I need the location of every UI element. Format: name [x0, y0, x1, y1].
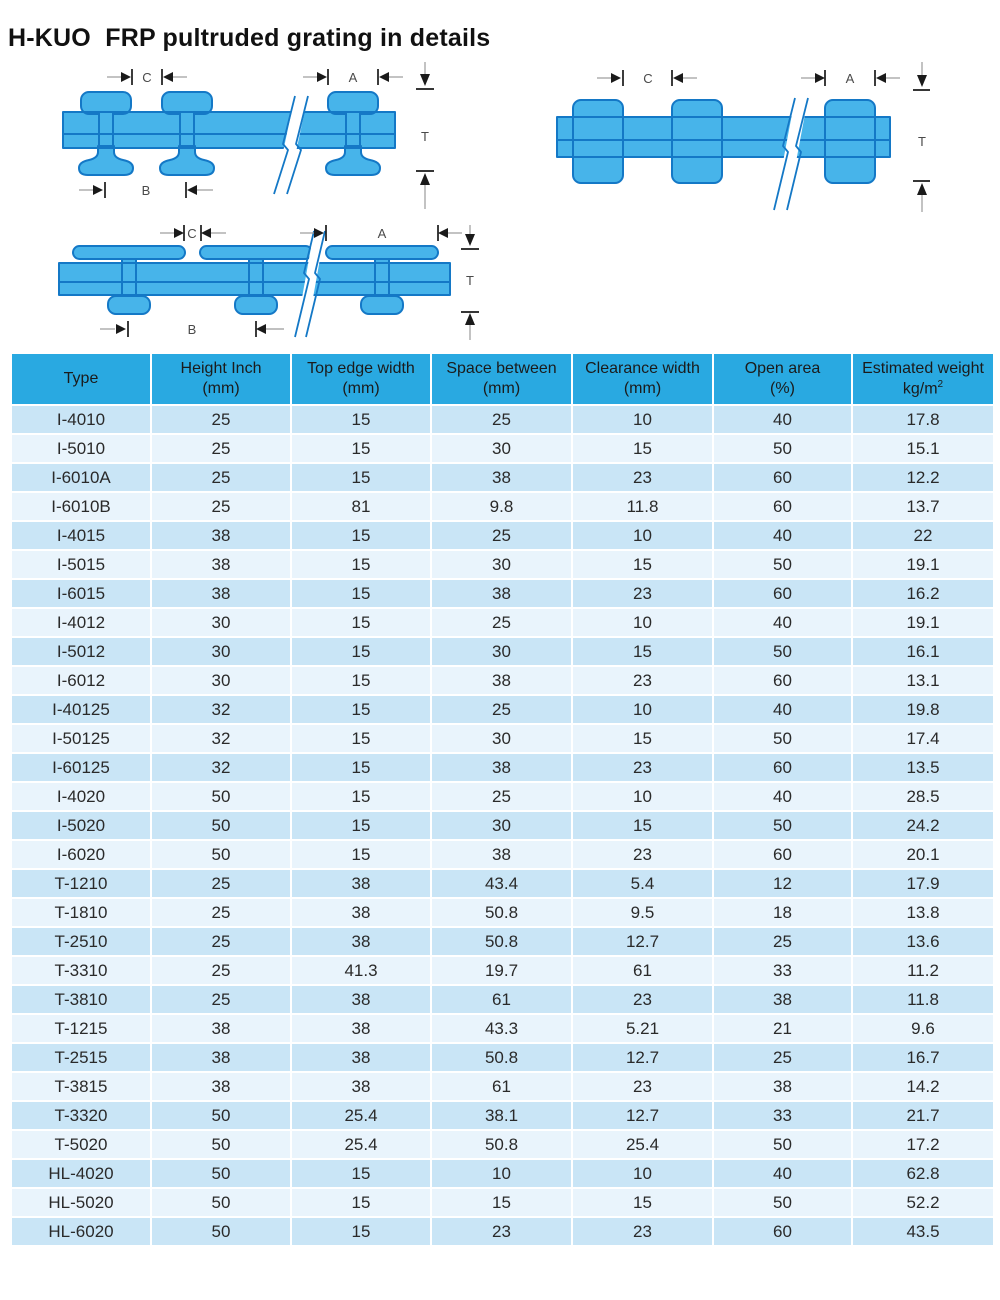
dimension-t — [913, 62, 930, 212]
value-cell: 40 — [713, 608, 852, 637]
type-cell: T-3310 — [11, 956, 151, 985]
table-row — [11, 869, 994, 898]
value-cell: 38 — [431, 753, 572, 782]
value-cell: 50 — [151, 1217, 291, 1246]
value-cell: 32 — [151, 695, 291, 724]
value-cell: 30 — [431, 724, 572, 753]
value-cell: 5.21 — [572, 1014, 713, 1043]
type-cell: I-50125 — [11, 724, 151, 753]
table-row — [11, 927, 994, 956]
value-cell: 23 — [572, 463, 713, 492]
value-cell: 10 — [431, 1159, 572, 1188]
value-cell: 38 — [151, 521, 291, 550]
value-cell: 15 — [291, 1188, 431, 1217]
dimension-c — [597, 70, 697, 86]
value-cell: 33 — [713, 1101, 852, 1130]
value-cell: 24.2 — [852, 811, 994, 840]
type-cell: I-6015 — [11, 579, 151, 608]
value-cell: 21 — [713, 1014, 852, 1043]
value-cell: 30 — [151, 637, 291, 666]
header-cell-estimated-weight: Estimated weight $kg/m^2$ — [852, 353, 994, 405]
value-cell: 41.3 — [291, 956, 431, 985]
table-row — [11, 1072, 994, 1101]
value-cell: 25 — [431, 608, 572, 637]
value-cell: 9.6 — [852, 1014, 994, 1043]
header-cell-height: Height Inch (mm) — [151, 353, 291, 405]
value-cell: 52.2 — [852, 1188, 994, 1217]
value-cell: 30 — [431, 637, 572, 666]
value-cell: 15 — [431, 1188, 572, 1217]
table-row — [11, 1101, 994, 1130]
type-cell: T-2510 — [11, 927, 151, 956]
table-row — [11, 550, 994, 579]
value-cell: 28.5 — [852, 782, 994, 811]
value-cell: 11.8 — [572, 492, 713, 521]
value-cell: 15 — [291, 434, 431, 463]
header-cell-type: Type — [11, 353, 151, 405]
table-row — [11, 956, 994, 985]
value-cell: 15 — [291, 753, 431, 782]
value-cell: 13.1 — [852, 666, 994, 695]
table-row — [11, 811, 994, 840]
square-bar — [573, 100, 623, 183]
value-cell: 15 — [291, 782, 431, 811]
table-row — [11, 1130, 994, 1159]
header-cell-clearance-width: Clearance width (mm) — [572, 353, 713, 405]
value-cell: 13.6 — [852, 927, 994, 956]
dimension-a — [303, 69, 403, 85]
type-cell: I-6010B — [11, 492, 151, 521]
value-cell: 13.7 — [852, 492, 994, 521]
value-cell: 17.4 — [852, 724, 994, 753]
value-cell: 43.4 — [431, 869, 572, 898]
value-cell: 50 — [713, 1130, 852, 1159]
value-cell: 14.2 — [852, 1072, 994, 1101]
type-cell: I-5015 — [11, 550, 151, 579]
type-cell: I-5012 — [11, 637, 151, 666]
value-cell: 23 — [572, 1072, 713, 1101]
value-cell: 15 — [291, 1159, 431, 1188]
value-cell: 15 — [291, 811, 431, 840]
value-cell: 11.8 — [852, 985, 994, 1014]
value-cell: 30 — [151, 608, 291, 637]
svg-text:A: A — [845, 71, 855, 86]
value-cell: 19.7 — [431, 956, 572, 985]
value-cell: 30 — [431, 434, 572, 463]
type-cell: I-40125 — [11, 695, 151, 724]
value-cell: 23 — [572, 666, 713, 695]
value-cell: 50.8 — [431, 1130, 572, 1159]
value-cell: 38 — [291, 1072, 431, 1101]
svg-text:C: C — [142, 70, 152, 85]
value-cell: 16.7 — [852, 1043, 994, 1072]
spec-table — [10, 352, 995, 1247]
type-cell: T-3810 — [11, 985, 151, 1014]
value-cell: 10 — [572, 695, 713, 724]
value-cell: 10 — [572, 608, 713, 637]
value-cell: 38 — [431, 666, 572, 695]
value-cell: 60 — [713, 840, 852, 869]
value-cell: 50 — [713, 811, 852, 840]
value-cell: 38 — [713, 1072, 852, 1101]
value-cell: 21.7 — [852, 1101, 994, 1130]
svg-text:A: A — [377, 226, 387, 241]
value-cell: 50.8 — [431, 927, 572, 956]
type-cell: I-4020 — [11, 782, 151, 811]
value-cell: 10 — [572, 405, 713, 434]
value-cell: 15 — [291, 695, 431, 724]
value-cell: 12 — [713, 869, 852, 898]
type-cell: I-6020 — [11, 840, 151, 869]
dimension-a — [801, 70, 900, 86]
value-cell: 38 — [151, 579, 291, 608]
value-cell: 43.3 — [431, 1014, 572, 1043]
value-cell: 10 — [572, 782, 713, 811]
value-cell: 25 — [151, 492, 291, 521]
value-cell: 5.4 — [572, 869, 713, 898]
value-cell: 38.1 — [431, 1101, 572, 1130]
value-cell: 60 — [713, 753, 852, 782]
value-cell: 38 — [291, 869, 431, 898]
value-cell: 25 — [151, 898, 291, 927]
svg-text:B: B — [141, 183, 151, 198]
value-cell: 25 — [151, 985, 291, 1014]
value-cell: 15 — [572, 550, 713, 579]
value-cell: 40 — [713, 521, 852, 550]
value-cell: 15 — [572, 1188, 713, 1217]
dimension-b — [100, 321, 284, 337]
value-cell: 15 — [572, 637, 713, 666]
table-row — [11, 579, 994, 608]
table-row — [11, 463, 994, 492]
dimension-t — [461, 225, 479, 340]
value-cell: 25 — [713, 1043, 852, 1072]
value-cell: 25 — [431, 695, 572, 724]
value-cell: 17.2 — [852, 1130, 994, 1159]
value-cell: 38 — [291, 985, 431, 1014]
value-cell: 60 — [713, 666, 852, 695]
value-cell: 12.7 — [572, 927, 713, 956]
value-cell: 15 — [291, 840, 431, 869]
table-row — [11, 840, 994, 869]
table-header-row — [11, 353, 994, 405]
table-row — [11, 724, 994, 753]
value-cell: 30 — [431, 550, 572, 579]
header-cell-space-between: Space between (mm) — [431, 353, 572, 405]
value-cell: 38 — [713, 985, 852, 1014]
type-cell: I-60125 — [11, 753, 151, 782]
value-cell: 12.7 — [572, 1101, 713, 1130]
value-cell: 23 — [572, 579, 713, 608]
value-cell: 38 — [151, 550, 291, 579]
value-cell: 9.5 — [572, 898, 713, 927]
value-cell: 23 — [572, 840, 713, 869]
value-cell: 11.2 — [852, 956, 994, 985]
value-cell: 40 — [713, 405, 852, 434]
value-cell: 16.2 — [852, 579, 994, 608]
dimension-c — [160, 225, 226, 241]
value-cell: 38 — [291, 1043, 431, 1072]
value-cell: 50 — [713, 637, 852, 666]
value-cell: 19.8 — [852, 695, 994, 724]
table-row — [11, 782, 994, 811]
value-cell: 13.5 — [852, 753, 994, 782]
value-cell: 15 — [572, 434, 713, 463]
value-cell: 30 — [431, 811, 572, 840]
table-row — [11, 666, 994, 695]
svg-text:T: T — [421, 129, 429, 144]
value-cell: 23 — [572, 985, 713, 1014]
value-cell: 15 — [572, 811, 713, 840]
value-cell: 38 — [431, 579, 572, 608]
value-cell: 60 — [713, 492, 852, 521]
value-cell: 32 — [151, 724, 291, 753]
value-cell: 15 — [291, 608, 431, 637]
type-cell: I-6012 — [11, 666, 151, 695]
table-row — [11, 985, 994, 1014]
table-row — [11, 492, 994, 521]
value-cell: 25 — [151, 869, 291, 898]
value-cell: 50 — [151, 782, 291, 811]
type-cell: T-1210 — [11, 869, 151, 898]
value-cell: 20.1 — [852, 840, 994, 869]
value-cell: 25 — [713, 927, 852, 956]
value-cell: 61 — [431, 1072, 572, 1101]
type-cell: T-3320 — [11, 1101, 151, 1130]
value-cell: 25 — [151, 434, 291, 463]
value-cell: 33 — [713, 956, 852, 985]
type-cell: T-5020 — [11, 1130, 151, 1159]
value-cell: 25 — [151, 956, 291, 985]
svg-text:C: C — [643, 71, 653, 86]
value-cell: 25 — [431, 405, 572, 434]
type-cell: HL-6020 — [11, 1217, 151, 1246]
value-cell: 10 — [572, 1159, 713, 1188]
value-cell: 38 — [291, 1014, 431, 1043]
value-cell: 15 — [291, 724, 431, 753]
type-cell: HL-4020 — [11, 1159, 151, 1188]
value-cell: 61 — [572, 956, 713, 985]
value-cell: 38 — [431, 840, 572, 869]
table-row — [11, 521, 994, 550]
value-cell: 25.4 — [291, 1101, 431, 1130]
value-cell: 9.8 — [431, 492, 572, 521]
value-cell: 23 — [572, 753, 713, 782]
value-cell: 50.8 — [431, 898, 572, 927]
t-bar-profile-diagram — [58, 225, 510, 340]
value-cell: 50 — [151, 1188, 291, 1217]
value-cell: 25.4 — [572, 1130, 713, 1159]
value-cell: 40 — [713, 1159, 852, 1188]
value-cell: 15 — [291, 405, 431, 434]
header-cell-open-area: Open area (%) — [713, 353, 852, 405]
table-row — [11, 1188, 994, 1217]
value-cell: 50 — [151, 840, 291, 869]
header-cell-top-edge-width: Top edge width (mm) — [291, 353, 431, 405]
value-cell: 15 — [291, 463, 431, 492]
value-cell: 15 — [291, 666, 431, 695]
dimension-t — [416, 62, 434, 209]
value-cell: 13.8 — [852, 898, 994, 927]
value-cell: 43.5 — [852, 1217, 994, 1246]
square-bar-profile-diagram — [555, 62, 930, 212]
value-cell: 50 — [713, 1188, 852, 1217]
type-cell: I-5010 — [11, 434, 151, 463]
type-cell: I-4010 — [11, 405, 151, 434]
value-cell: 38 — [151, 1072, 291, 1101]
value-cell: 38 — [431, 463, 572, 492]
table-row — [11, 405, 994, 434]
svg-text:T: T — [918, 134, 926, 149]
type-cell: T-2515 — [11, 1043, 151, 1072]
svg-text:C: C — [187, 226, 197, 241]
value-cell: 50 — [151, 1159, 291, 1188]
value-cell: 19.1 — [852, 608, 994, 637]
table-row — [11, 753, 994, 782]
dimension-b — [79, 182, 213, 198]
value-cell: 30 — [151, 666, 291, 695]
square-bar — [825, 100, 875, 183]
value-cell: 25 — [431, 782, 572, 811]
value-cell: 38 — [151, 1014, 291, 1043]
value-cell: 18 — [713, 898, 852, 927]
value-cell: 62.8 — [852, 1159, 994, 1188]
value-cell: 17.9 — [852, 869, 994, 898]
value-cell: 32 — [151, 753, 291, 782]
table-row — [11, 608, 994, 637]
table-row — [11, 1043, 994, 1072]
value-cell: 61 — [431, 985, 572, 1014]
type-cell: I-4012 — [11, 608, 151, 637]
value-cell: 23 — [572, 1217, 713, 1246]
value-cell: 22 — [852, 521, 994, 550]
value-cell: 38 — [291, 898, 431, 927]
value-cell: 25 — [151, 463, 291, 492]
type-cell: I-4015 — [11, 521, 151, 550]
dimension-c — [107, 69, 187, 85]
svg-text:A: A — [348, 70, 358, 85]
table-row — [11, 1217, 994, 1246]
table-row — [11, 1159, 994, 1188]
table-row — [11, 695, 994, 724]
value-cell: 50 — [151, 811, 291, 840]
value-cell: 50 — [713, 434, 852, 463]
value-cell: 50 — [713, 724, 852, 753]
table-row — [11, 1014, 994, 1043]
value-cell: 40 — [713, 782, 852, 811]
square-bar — [672, 100, 722, 183]
value-cell: 40 — [713, 695, 852, 724]
value-cell: 16.1 — [852, 637, 994, 666]
value-cell: 25 — [151, 927, 291, 956]
i-bar-profile-diagram — [55, 62, 445, 212]
value-cell: 15 — [291, 521, 431, 550]
value-cell: 60 — [713, 463, 852, 492]
value-cell: 12.7 — [572, 1043, 713, 1072]
type-cell: T-1810 — [11, 898, 151, 927]
value-cell: 17.8 — [852, 405, 994, 434]
value-cell: 25 — [151, 405, 291, 434]
value-cell: 23 — [431, 1217, 572, 1246]
value-cell: 50.8 — [431, 1043, 572, 1072]
value-cell: 38 — [291, 927, 431, 956]
value-cell: 25.4 — [291, 1130, 431, 1159]
type-cell: T-1215 — [11, 1014, 151, 1043]
value-cell: 50 — [151, 1130, 291, 1159]
value-cell: 38 — [151, 1043, 291, 1072]
svg-text:B: B — [187, 322, 197, 337]
value-cell: 81 — [291, 492, 431, 521]
value-cell: 10 — [572, 521, 713, 550]
value-cell: 15 — [291, 550, 431, 579]
value-cell: 60 — [713, 1217, 852, 1246]
value-cell: 12.2 — [852, 463, 994, 492]
table-row — [11, 898, 994, 927]
table-row — [11, 637, 994, 666]
type-cell: I-6010A — [11, 463, 151, 492]
value-cell: 15 — [291, 579, 431, 608]
type-cell: HL-5020 — [11, 1188, 151, 1217]
value-cell: 15.1 — [852, 434, 994, 463]
table-row — [11, 434, 994, 463]
page-title: H-KUO FRP pultruded grating in details — [8, 24, 491, 52]
value-cell: 19.1 — [852, 550, 994, 579]
value-cell: 60 — [713, 579, 852, 608]
value-cell: 50 — [713, 550, 852, 579]
value-cell: 50 — [151, 1101, 291, 1130]
type-cell: I-5020 — [11, 811, 151, 840]
svg-text:T: T — [466, 273, 474, 288]
value-cell: 25 — [431, 521, 572, 550]
type-cell: T-3815 — [11, 1072, 151, 1101]
value-cell: 15 — [291, 1217, 431, 1246]
value-cell: 15 — [572, 724, 713, 753]
value-cell: 15 — [291, 637, 431, 666]
